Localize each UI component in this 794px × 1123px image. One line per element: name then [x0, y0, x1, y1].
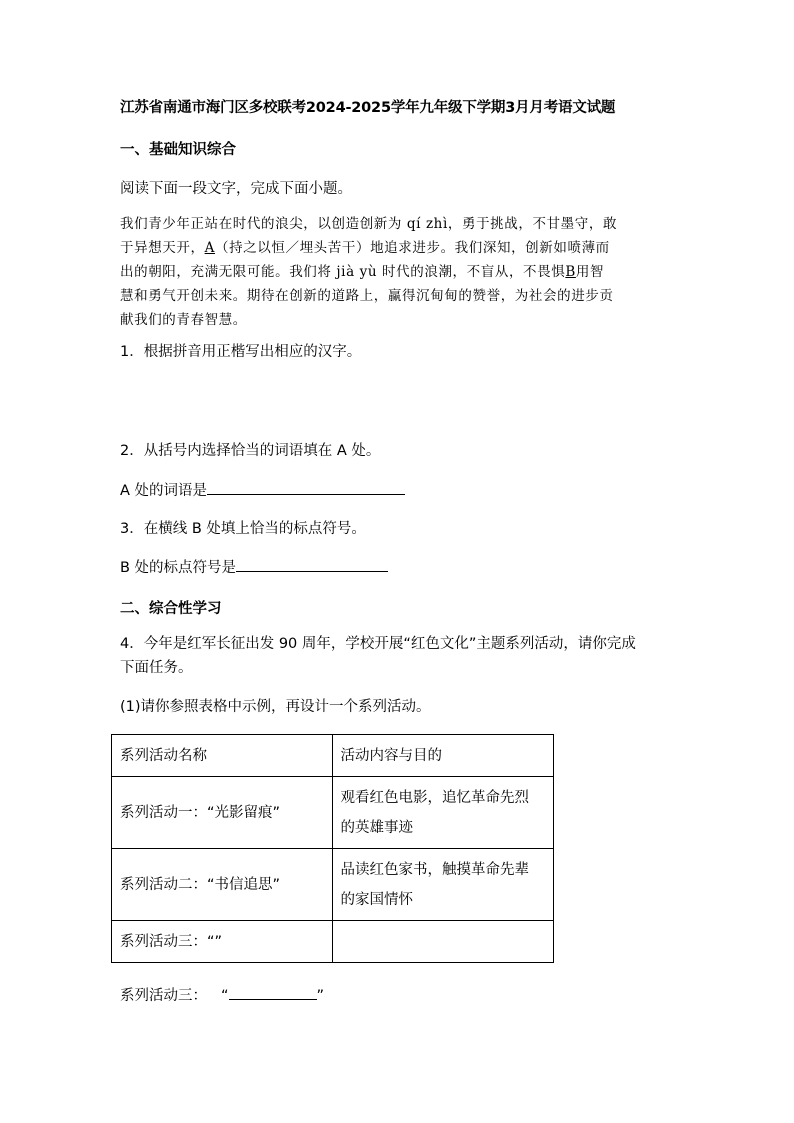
question-2-answer-blank[interactable]: [207, 480, 405, 495]
table-header-row: [112, 735, 554, 777]
activity-name: 系列活动二：“书信追思”: [112, 849, 333, 921]
passage-text: 于异想天开，: [120, 240, 205, 256]
section-heading-comprehensive-learning: 二、综合性学习: [120, 601, 222, 617]
activity-content-line: 品读红色家书，触摸革命先辈: [340, 861, 530, 878]
table-row: [112, 849, 554, 921]
passage-text: （持之以恒／埋头苦干）地追求进步。我们深知，创新如喷薄而: [214, 240, 610, 256]
activities-table: [111, 734, 554, 963]
passage-line-5: 献我们的青春智慧。: [120, 312, 247, 328]
activity-content-empty[interactable]: [332, 921, 553, 963]
exam-title: 江苏省南通市海门区多校联考2024-2025学年九年级下学期3月月考语文试题: [120, 100, 616, 116]
blank-marker-b: B: [565, 264, 576, 280]
question-4-line-2: 下面任务。: [120, 660, 193, 676]
question-4-line-1: 4．今年是红军长征出发 90 周年，学校开展“红色文化”主题系列活动，请你完成: [120, 636, 636, 652]
passage-line-3: [120, 260, 678, 284]
reading-instruction: 阅读下面一段文字，完成下面小题。: [120, 181, 352, 197]
question-3-answer-label: B 处的标点符号是: [120, 560, 237, 576]
passage-line-2: [120, 236, 678, 260]
question-4: [120, 632, 678, 680]
question-3-answer-line: [120, 556, 388, 577]
question-2-answer-line: [120, 479, 405, 500]
passage-text: 用智: [575, 264, 605, 280]
close-quote: ”: [316, 988, 325, 1004]
passage-text: 出的朝阳，充满无限可能。我们将 jià yù 时代的浪潮，不盲从，不畏惧: [120, 264, 566, 280]
table-row: [112, 921, 554, 963]
activity-content: [332, 849, 553, 921]
activity-3-answer-prefix: 系列活动三：: [120, 988, 207, 1004]
activity-content-line: 的家国情怀: [340, 891, 414, 908]
table-row: [112, 777, 554, 849]
activity-content-line: 的英雄事迹: [340, 819, 414, 836]
blank-marker-a: A: [204, 240, 215, 256]
question-3-answer-blank[interactable]: [236, 557, 388, 572]
question-1: 1．根据拼音用正楷写出相应的汉字。: [120, 344, 362, 360]
question-3: 3．在横线 B 处填上恰当的标点符号。: [120, 521, 366, 537]
table-header-content: 活动内容与目的: [332, 735, 553, 777]
passage-line-4: 慧和勇气开创未来。期待在创新的道路上，赢得沉甸甸的赞誉，为社会的进步贡: [120, 288, 614, 304]
activity-content: [332, 777, 553, 849]
question-4-sub-1: (1)请你参照表格中示例，再设计一个系列活动。: [120, 699, 431, 715]
question-2-answer-label: A 处的词语是: [120, 483, 208, 499]
section-heading-basic-knowledge: 一、基础知识综合: [120, 142, 236, 158]
activity-3-answer-blank[interactable]: [229, 985, 317, 1000]
reading-passage: [120, 212, 678, 332]
open-quote: “: [221, 988, 229, 1004]
activity-name: 系列活动一：“光影留痕”: [112, 777, 333, 849]
question-2: 2．从括号内选择恰当的词语填在 A 处。: [120, 443, 381, 459]
passage-line-1: 我们青少年正站在时代的浪尖，以创造创新为 qí zhì，勇于挑战，不甘墨守，敢: [120, 216, 618, 232]
table-header-name: 系列活动名称: [112, 735, 333, 777]
activity-3-answer-line: [120, 984, 324, 1005]
activity-name: 系列活动三：“”: [112, 921, 333, 963]
activity-content-line: 观看红色电影，追忆革命先烈: [340, 789, 530, 806]
